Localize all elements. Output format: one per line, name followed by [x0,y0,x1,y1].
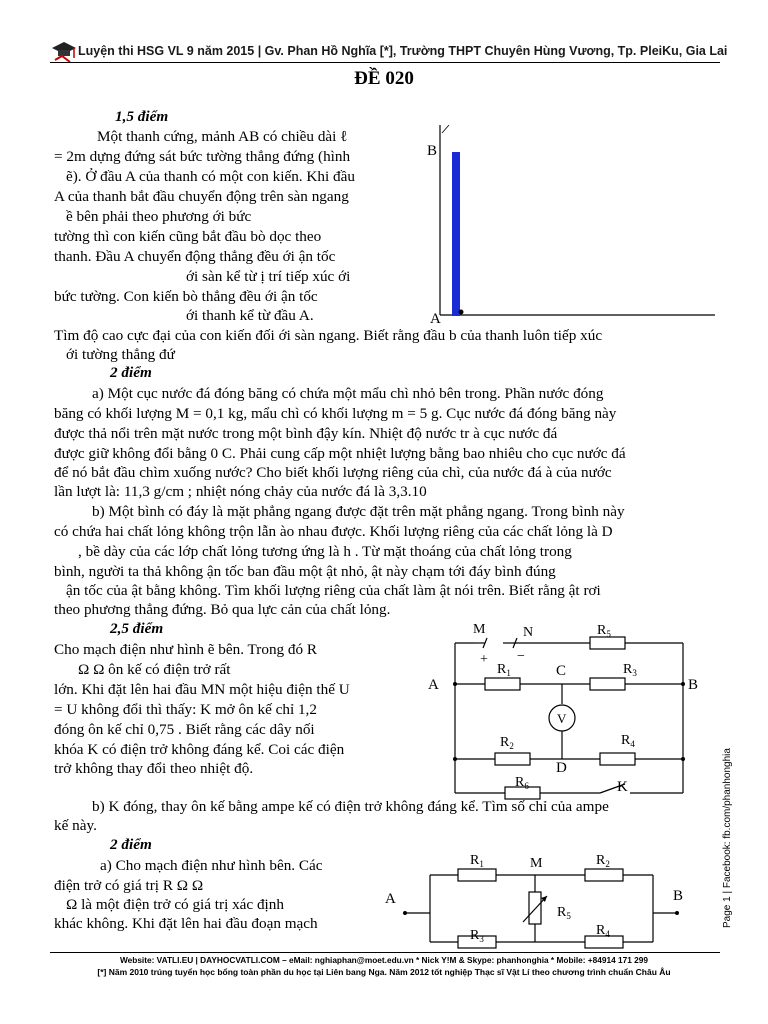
q3-line: lớn. Khi đặt lên hai đầu MN một hiệu điện thế U [54,681,350,698]
node-b: B [688,677,699,693]
q1-line: thanh. Đầu A chuyển động thẳng đều ới ận tốc [54,248,336,265]
q1-line: ẽ). Ở đầu A của thanh có một con kiến. Khi đầu [66,168,355,185]
q1-line: bức tường. Con kiến bò thẳng đều ới ận tốc [54,288,318,305]
label-r2: $R_2$ [596,853,610,869]
q3-line: khóa K có điện trở không đáng kể. Coi các điện [54,741,345,758]
label-r5: $R_5$ [557,905,571,921]
q1-line: ới sàn kể từ ị trí tiếp xúc ới [186,268,351,285]
wall-hatch [440,125,715,315]
voltmeter-icon: V [557,711,567,726]
rod-ab [452,152,460,316]
q1-line: Một thanh cứng, mảnh AB có chiều dài ℓ [97,128,348,145]
page-number-sidebar: Page 1 | Facebook: fb.com/phanhonghia [722,748,733,928]
label-r3: $R_3$ [470,928,484,944]
q3-line: = U không đổi thì thấy: K mở ôn kế chỉ 1,2 [54,701,317,718]
q2-line: , bề dày của các lớp chất lỏng tương ứng là h . Từ mặt thoáng của chất lỏng trong [78,543,572,560]
minus-sign: − [517,649,525,664]
q2-line: lần lượt là: 11,3 g/cm ; nhiệt nóng chảy của nước đá là 3,3.10 [54,483,427,500]
header-text: Luyện thi HSG VL 9 năm 2015 | Gv. Phan Hồ Nghĩa [*], Trường THPT Chuyên Hùng Vương, Tp. PleiKu, Gia Lai [78,44,728,58]
node-m: M [473,622,486,637]
circuit-diagram-1 [425,618,725,818]
q1-line: ề bên phải theo phương ới bức [66,208,252,225]
q4-line: Ω là một điện trở có giá trị xác định [66,896,284,913]
footer-divider [50,952,720,953]
node-b: B [673,888,684,904]
label-r3: $R_3$ [623,662,637,678]
node-n: N [523,625,534,640]
node-a: A [385,891,396,907]
node-a: A [428,677,439,693]
q3-question: kế này. [54,817,97,834]
label-r1: $R_1$ [497,662,511,678]
label-a: A [430,311,441,325]
q2-line: băng có khối lượng M = 0,1 kg, mẩu chì có khối lượng m = 5 g. Cục nước đá đóng băng này [54,405,617,422]
q2-score: 2 điểm [110,364,152,381]
q1-line: = 2m dựng đứng sát bức tường thẳng đứng (hình [54,148,351,165]
rod-wall-figure [425,125,725,325]
q3-score: 2,5 điểm [110,620,164,637]
q2-line: để nó bắt đầu chìm xuống nước? Cho biết khối lượng riêng của chì, của nước đá à của nước [54,464,612,481]
q3-question: b) K đóng, thay ôn kế bằng ampe kế có điện trở không đáng kể. Tìm số chỉ của ampe [92,798,609,815]
page-footer [0,952,768,1024]
q2-line: bình, người ta thả không ận tốc ban đầu một ật nhỏ, ật này chạm tới đáy bình đúng [54,563,556,580]
label-r4: $R_4$ [596,923,610,939]
q1-line: ới thanh kể từ đầu A. [186,307,314,324]
q2-line: ận tốc của ật bằng không. Tìm khối lượng riêng của chất làm ật nói trên. Biết rằng ật rơi [66,582,601,599]
q4-score: 2 điểm [110,836,152,853]
q2-line: b) Một bình có đáy là mặt phẳng ngang được đặt trên mặt phẳng ngang. Trong bình này [92,503,625,520]
node-m: M [530,856,543,871]
ant-icon [459,310,464,315]
label-b: B [427,143,438,159]
label-r6: $R_6$ [515,775,529,791]
label-r2: $R_2$ [500,735,514,751]
page-title: ĐỀ 020 [354,68,414,89]
q1-question: ới tường thẳng đứ [66,346,175,363]
switch-k: K [617,779,628,795]
plus-sign: + [480,652,488,667]
footer-note: [*] Năm 2010 trúng tuyển học bổng toàn phần du học tại Liên bang Nga. Năm 2012 tốt nghiệp Thạc sĩ Vật Lí theo chương trình chuẩn Châu Âu [97,967,671,977]
node-d: D [556,760,567,776]
q4-line: khác không. Khi đặt lên hai đầu đoạn mạch [54,915,318,932]
q4-line: a) Cho mạch điện như hình bên. Các [100,857,323,874]
q2-line: được thả nổi trên mặt nước trong một bình đậy kín. Nhiệt độ nước tr à cục nước đá [54,425,558,442]
q2-line: có chứa hai chất lỏng không trộn lẫn ào nhau được. Khối lượng riêng của các chất lỏng là D [54,523,613,540]
label-r1: $R_1$ [470,853,484,869]
q2-line: theo phương thẳng đứng. Bỏ qua lực cản của chất lỏng. [54,601,391,618]
q3-line: Cho mạch điện như hình ẽ bên. Trong đó R [54,641,318,658]
q2-line: a) Một cục nước đá đóng băng có chứa một mẩu chì nhỏ bên trong. Phần nước đóng [92,385,604,402]
q3-line: Ω Ω ôn kế có điện trở rất [78,661,231,678]
q3-line: đóng ôn kế chỉ 0,75 . Biết rằng các dây nối [54,721,315,738]
q3-line: trở không thay đổi theo nhiệt độ. [54,760,254,777]
q2-line: được giữ không đổi bằng 0 C. Phải cung cấp một nhiệt lượng bằng bao nhiêu cho cục nước đá [54,445,626,462]
q1-line: tường thì con kiến cũng bắt đầu bò dọc theo [54,228,322,245]
node-c: C [556,663,567,679]
header-divider [50,62,720,63]
page-header [0,38,768,64]
label-r5: $R_5$ [597,623,611,639]
circuit-diagram-2 [385,850,695,952]
label-r4: $R_4$ [621,733,635,749]
q4-line: điện trở có giá trị R Ω Ω [54,877,204,894]
q1-line: A của thanh bắt đầu chuyển động trên sàn ngang [54,188,349,205]
q1-score: 1,5 điểm [115,108,169,125]
footer-contact: Website: VATLI.EU | DAYHOCVATLI.COM – eMail: nghiaphan@moet.edu.vn * Nick Y!M & Skype: phanhonghia * Mobile: +84914 171 299 [119,955,649,965]
q1-question: Tìm độ cao cực đại của con kiến đối ới sàn ngang. Biết rằng đầu b của thanh luôn tiếp xúc [54,327,603,344]
graduation-cap-logo-icon [50,38,78,64]
